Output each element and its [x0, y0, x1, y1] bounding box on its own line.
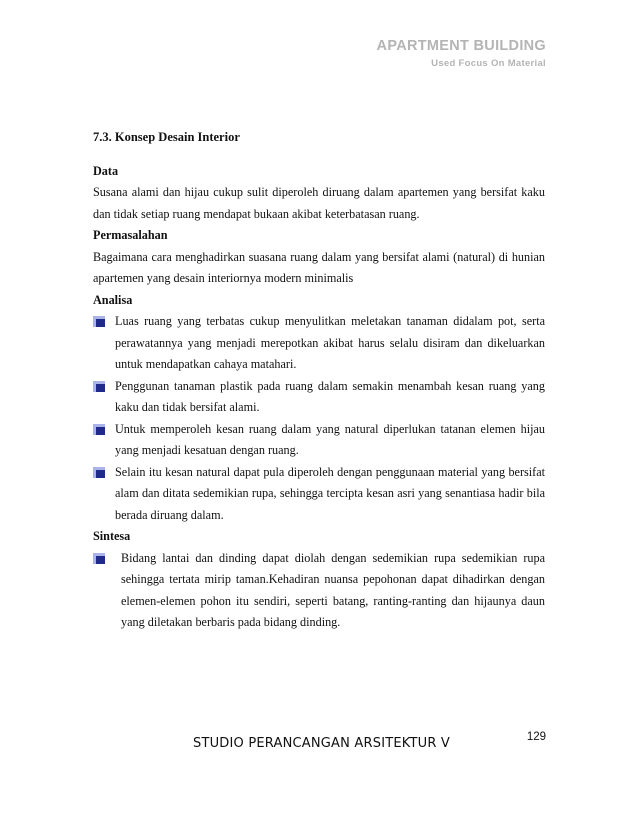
permasalahan-label: Permasalahan	[93, 228, 168, 242]
list-item	[93, 376, 545, 419]
data-label: Data	[93, 163, 119, 178]
list-item	[93, 419, 545, 462]
header-title: APARTMENT BUILDING	[376, 38, 546, 54]
analisa-item-text: Untuk memperoleh kesan ruang dalam yang natural diperlukan tatanan elemen hijau yang menjadi kesatuan dengan ruang.	[115, 421, 545, 457]
square-bullet-icon	[93, 381, 105, 392]
sintesa-label: Sintesa	[93, 529, 131, 543]
square-bullet-icon	[93, 424, 105, 435]
sintesa-item-text: Bidang lantai dan dinding dapat diolah dengan sedemikian rupa sedemikian rupa sehingga tertata mirip taman.Kehadiran nuansa pepohonan dapat dihadirkan dengan elemen-elemen pohon itu sendiri, seperti batang, ranting-ranting dan hijaunya daun yang diletakan berbaris pada bidang dinding.	[121, 550, 545, 629]
analisa-label: Analisa	[93, 292, 133, 307]
square-bullet-icon	[93, 316, 105, 327]
list-item	[93, 548, 545, 634]
list-item	[93, 311, 545, 376]
data-text: Susana alami dan hijau cukup sulit diperoleh diruang dalam apartemen yang bersifat kaku dan tidak setiap ruang mendapat bukaan akibat keterbatasan ruang.	[93, 185, 545, 221]
square-bullet-icon	[93, 553, 105, 564]
list-item	[93, 462, 545, 527]
permasalahan-text: Bagaimana cara menghadirkan suasana ruang dalam yang bersifat alami (natural) di hunian apartemen yang desain interiornya modern minimalis	[93, 249, 545, 285]
analisa-list	[93, 311, 545, 526]
square-bullet-icon	[93, 467, 105, 478]
sintesa-list	[93, 548, 545, 634]
header-subtitle: Used Focus On Material	[431, 58, 546, 69]
document-body	[93, 127, 545, 634]
analisa-item-text: Penggunan tanaman plastik pada ruang dalam semakin menambah kesan ruang yang kaku dan tidak bersifat alami.	[115, 378, 545, 414]
footer-studio-title: STUDIO PERANCANGAN ARSITEKTUR V	[193, 736, 451, 751]
section-title: 7.3. Konsep Desain Interior	[93, 130, 240, 144]
analisa-item-text: Selain itu kesan natural dapat pula diperoleh dengan penggunaan material yang bersifat alam dan ditata sedemikian rupa, sehingga tercipta kesan asri yang senantiasa hadir bila berada diruang dalam.	[115, 464, 545, 522]
analisa-item-text: Luas ruang yang terbatas cukup menyulitkan meletakan tanaman didalam pot, serta perawatannya yang menjadi merepotkan akibat harus selalu disiram dan dikeluarkan untuk mendapatkan cahaya matahari.	[115, 314, 545, 371]
page-number: 129	[526, 731, 546, 743]
page-header	[377, 38, 546, 69]
